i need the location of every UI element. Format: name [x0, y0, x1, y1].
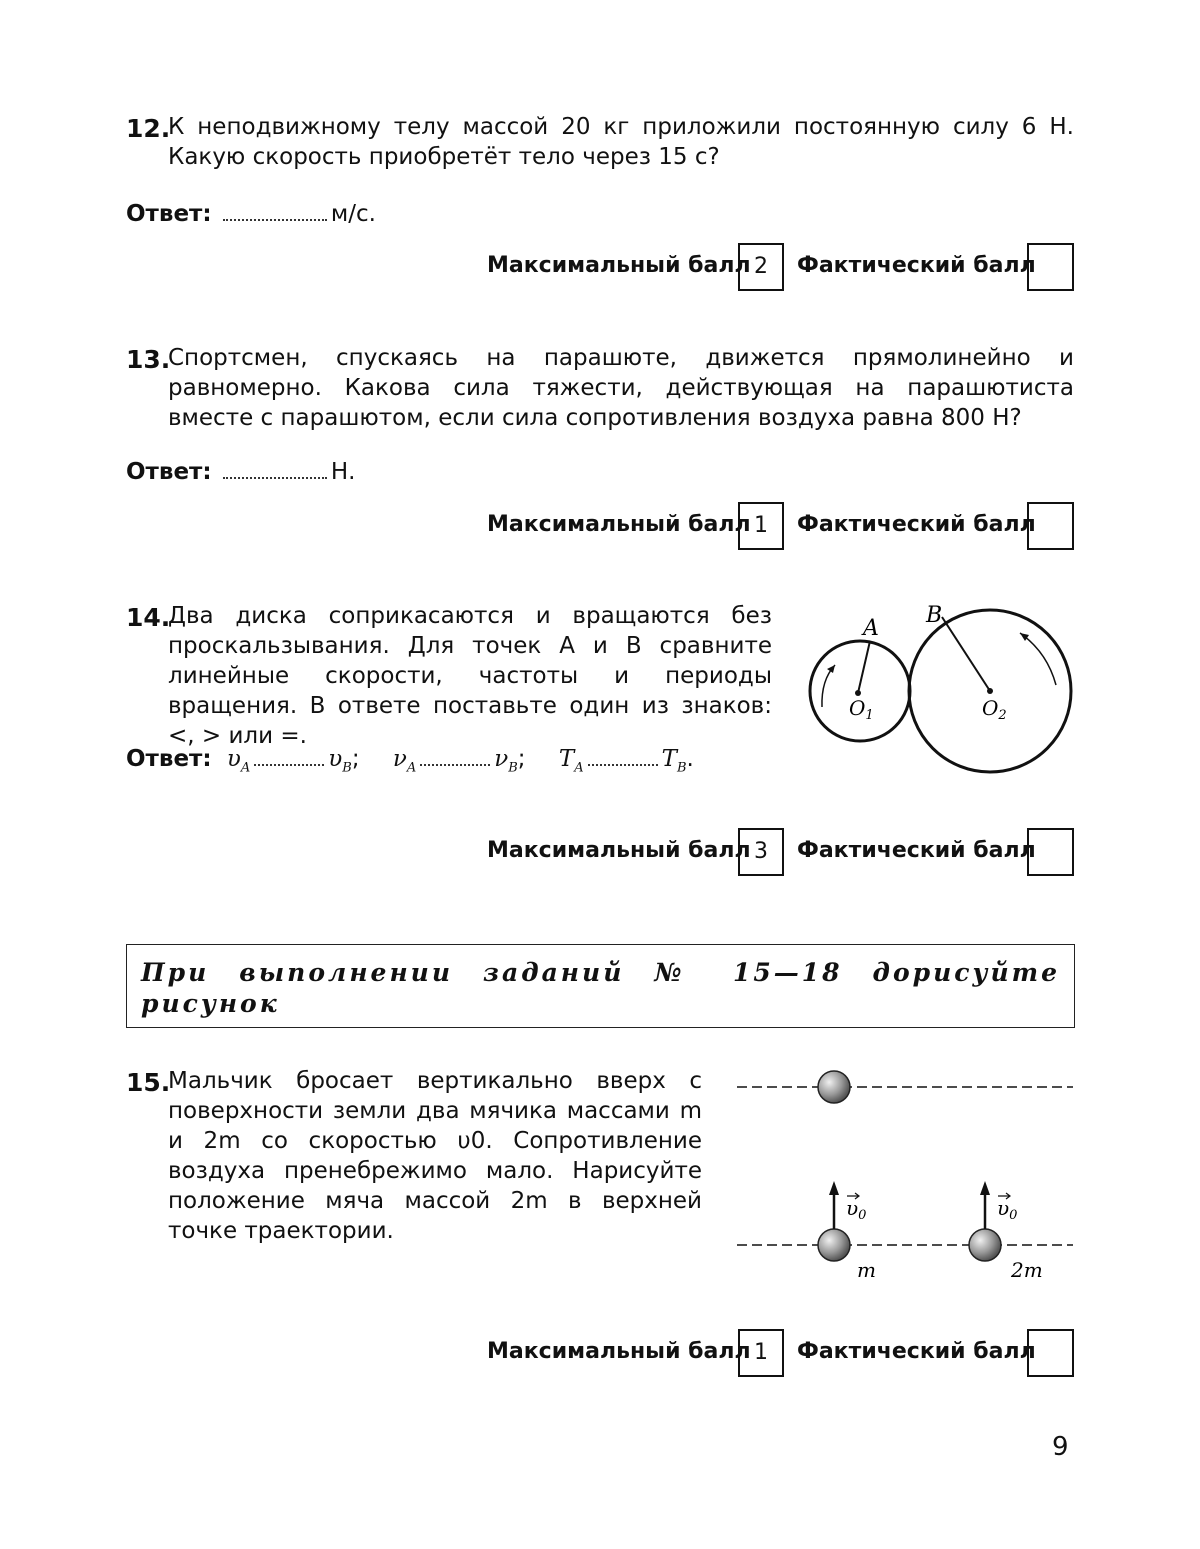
actual-score-label: Фактический балл	[797, 1339, 1036, 1364]
task-13-answer	[126, 459, 356, 485]
max-score-box: 1	[738, 1329, 784, 1377]
center-o2-label: $O_2$	[982, 696, 1007, 723]
arrowhead-small	[827, 665, 835, 673]
ball-m	[818, 1229, 850, 1261]
ball-2m	[969, 1229, 1001, 1261]
discs-figure	[795, 595, 1095, 795]
actual-score-box[interactable]	[1027, 828, 1074, 876]
answer-unit: м/с.	[330, 201, 376, 227]
task-13-number: 13.	[126, 345, 171, 374]
answer-blank[interactable]	[420, 764, 490, 766]
answer-blank[interactable]	[223, 219, 327, 221]
actual-score-box[interactable]	[1027, 1329, 1074, 1377]
rotation-arrow-large	[1020, 633, 1056, 685]
velocity-arrowhead-m	[829, 1181, 839, 1195]
velocity-arrowhead-2m	[980, 1181, 990, 1195]
max-score-label: Максимальный балл	[487, 512, 751, 537]
answer-blank[interactable]	[223, 477, 327, 479]
balls-figure	[735, 1065, 1085, 1285]
score-row-12	[0, 243, 1200, 291]
task-13-text: Спортсмен, спускаясь на парашюте, движется прямолинейно и равномерно. Какова сила тяжести, действующая на парашютиста вместе с парашютом, если сила сопротивления воздуха равна 800 Н?	[168, 345, 1074, 431]
point-b-label: B	[926, 603, 943, 628]
answer-blank[interactable]	[588, 764, 658, 766]
velocity-label-m: $\upsilon_0$	[846, 1196, 867, 1223]
point-a-label: A	[863, 616, 879, 641]
answer-label: Ответ:	[126, 746, 212, 772]
task-15-number: 15.	[126, 1068, 171, 1097]
answer-velocity: $\upsilon_A$ $\upsilon_B$;	[226, 746, 360, 776]
task-14-text: Два диска соприкасаются и вращаются без проскальзывания. Для точек A и B сравните линейные скорости, частоты и периоды вращения. В ответе поставьте один из знаков: <, > или =.	[168, 603, 772, 749]
actual-score-label: Фактический балл	[797, 838, 1036, 863]
actual-score-box[interactable]	[1027, 243, 1074, 291]
answer-label: Ответ:	[126, 459, 212, 485]
max-score-label: Максимальный балл	[487, 838, 751, 863]
score-row-15	[0, 1329, 1200, 1377]
ball-m-label: m	[857, 1258, 876, 1282]
answer-label: Ответ:	[126, 201, 212, 227]
score-row-13	[0, 502, 1200, 550]
max-score-label: Максимальный балл	[487, 253, 751, 278]
center-o2-dot	[987, 688, 993, 694]
answer-blank[interactable]	[254, 764, 324, 766]
task-14-answer	[126, 746, 694, 776]
task-12-number: 12.	[126, 114, 171, 143]
task-15-text: Мальчик бросает вертикально вверх с поверхности земли два мячика массами m и 2m со скоростью υ0. Сопротивление воздуха пренебрежимо мало. Нарисуйте положение мяча массой 2m в верхней точке траектории.	[168, 1068, 702, 1244]
actual-score-box[interactable]	[1027, 502, 1074, 550]
radius-o2-b	[942, 617, 990, 691]
instruction-banner: При выполнении заданий № 15—18 дорисуйте рисунок	[126, 944, 1075, 1028]
velocity-label-2m: $\upsilon_0$	[997, 1196, 1018, 1223]
ball-2m-label: 2m	[1011, 1258, 1043, 1282]
max-score-box: 3	[738, 828, 784, 876]
answer-period: $T_A$ $T_B$.	[558, 746, 694, 776]
max-score-box: 1	[738, 502, 784, 550]
ball-m-top-position	[818, 1071, 850, 1103]
page-number: 9	[1052, 1432, 1069, 1462]
actual-score-label: Фактический балл	[797, 253, 1036, 278]
score-row-14	[0, 828, 1200, 876]
actual-score-label: Фактический балл	[797, 512, 1036, 537]
task-12-text: К неподвижному телу массой 20 кг приложили постоянную силу 6 Н. Какую скорость приобретёт тело через 15 с?	[168, 114, 1074, 170]
task-14-number: 14.	[126, 603, 171, 632]
task-12-answer	[126, 201, 376, 227]
center-o1-label: $O_1$	[849, 696, 874, 723]
answer-unit: Н.	[330, 459, 356, 485]
answer-frequency: $\nu_A$ $\nu_B$;	[392, 746, 526, 776]
max-score-box: 2	[738, 243, 784, 291]
max-score-label: Максимальный балл	[487, 1339, 751, 1364]
radius-o1-a	[858, 641, 870, 693]
